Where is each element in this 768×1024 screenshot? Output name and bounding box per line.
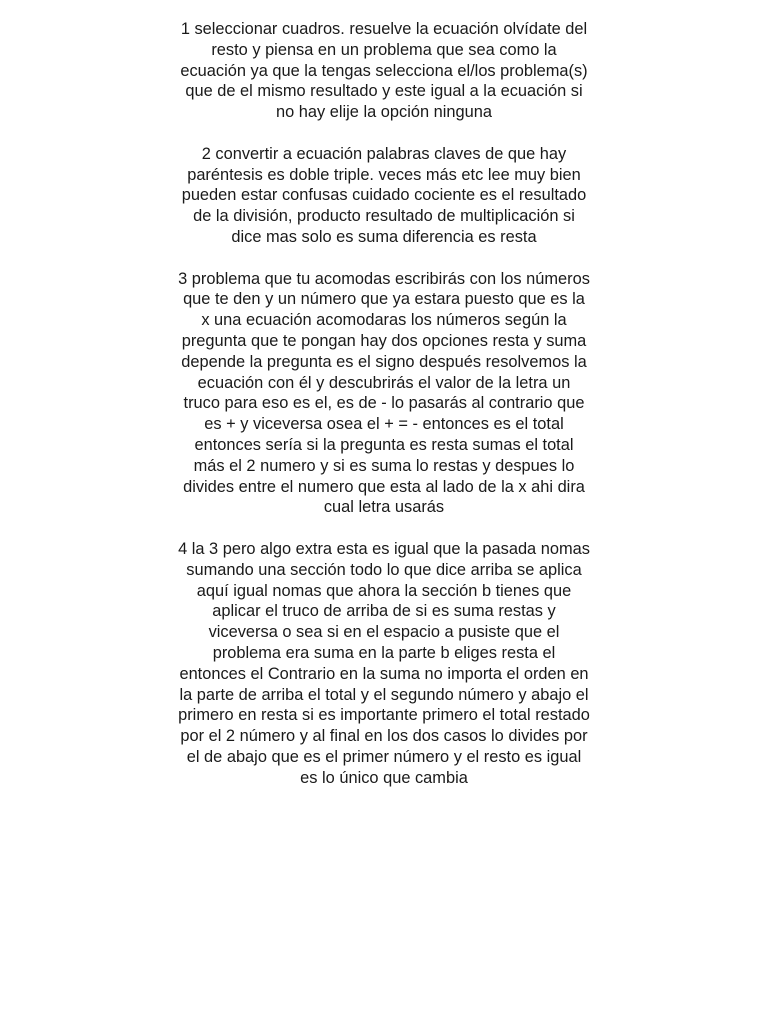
note-paragraph-4: 4 la 3 pero algo extra esta es igual que la pasada nomas sumando una sección todo lo que dice arriba se aplica aquí igual nomas que ahora la sección b tienes que aplicar el truco de arriba de si es suma restas y viceversa o sea si en el espacio a pusiste que el problema era suma en la parte b eliges resta el entonces el Contrario en la suma no importa el orden en la parte de arriba el total y el segundo número y abajo el primero en resta si es importante primero el total restado por el 2 número y al final en los dos casos lo divides por el de abajo que es el primer número y el resto es igual es lo único que cambia [178, 539, 590, 787]
note-paragraph-3: 3 problema que tu acomodas escribirás con los números que te den y un número que ya estara puesto que es la x una ecuación acomodaras los números según la pregunta que te pongan hay dos opciones resta y suma depende la pregunta es el signo después resolvemos la ecuación con él y descubrirás el valor de la letra un truco para eso es el, es de - lo pasarás al contrario que es + y viceversa osea el + = - entonces es el total entonces sería si la pregunta es resta sumas el total más el 2 numero y si es suma lo restas y despues lo divides entre el numero que esta al lado de la x ahi dira cual letra usarás [178, 269, 590, 517]
note-text-column [178, 19, 590, 788]
note-paragraph-2: 2 convertir a ecuación palabras claves de que hay paréntesis es doble triple. veces más etc lee muy bien pueden estar confusas cuidado cociente es el resultado de la división, producto resultado de multiplicación si dice mas solo es suma diferencia es resta [181, 144, 587, 246]
note-paragraph-1: 1 seleccionar cuadros. resuelve la ecuación olvídate del resto y piensa en un problema que sea como la ecuación ya que la tengas selecciona el/los problema(s) que de el mismo resultado y este igual a la ecuación si no hay elije la opción ninguna [180, 20, 588, 122]
